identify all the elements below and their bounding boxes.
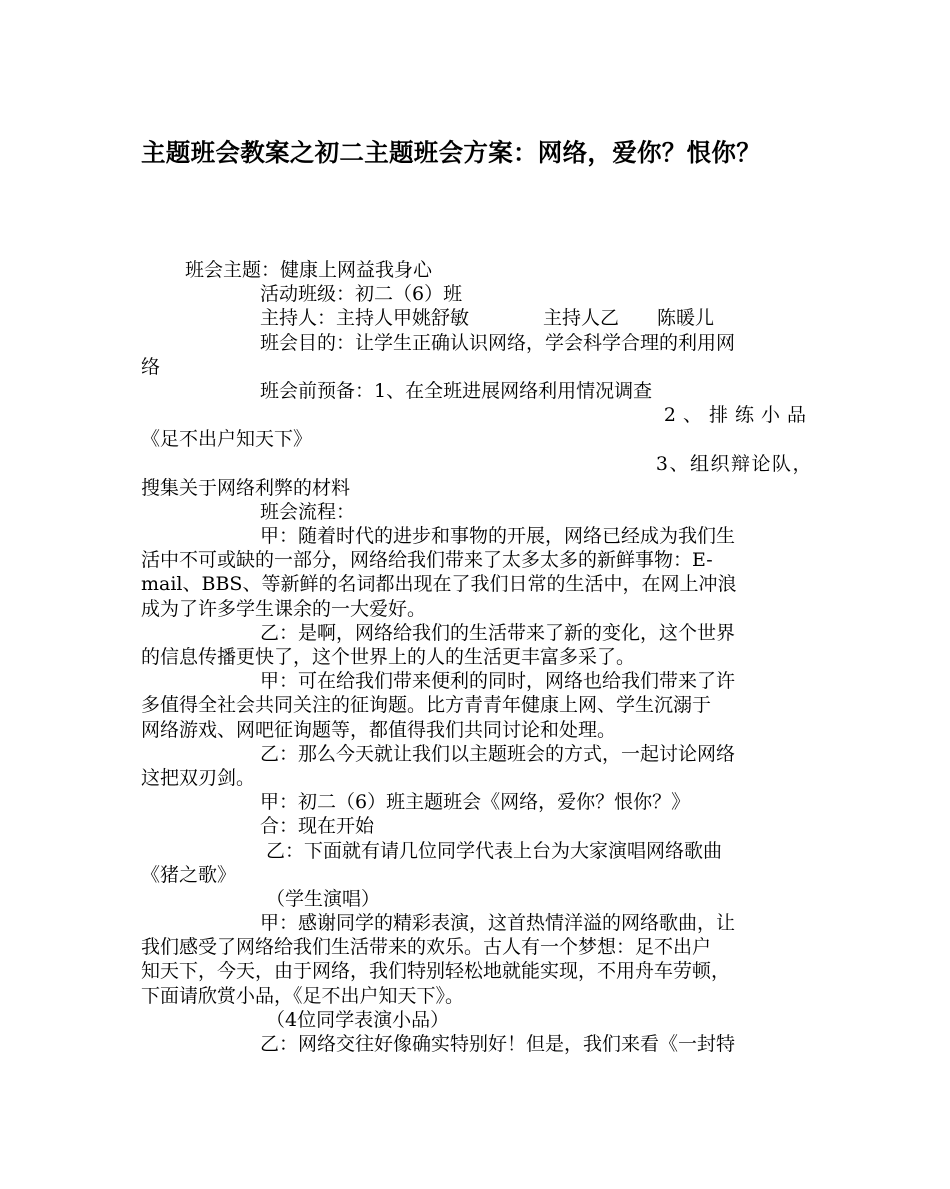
paragraph-line: 多值得全社会共同关注的征询题。比方青青年健康上网、学生沉溺于 bbox=[141, 694, 712, 717]
paragraph-line: mail、BBS、等新鲜的名词都出现在了我们日常的生活中，在网上冲浪 bbox=[141, 573, 737, 596]
paragraph-line bbox=[141, 306, 813, 330]
paragraph-line: 活中不可或缺的一部分，网络给我们带来了太多太多的新鲜事物：E- bbox=[141, 549, 713, 572]
host-b-text: 主持人乙 陈暖儿 bbox=[543, 307, 715, 330]
paragraph-line: 甲：感谢同学的精彩表演，这首热情洋溢的网络歌曲，让 bbox=[260, 912, 736, 935]
paragraph-line: 知天下，今天，由于网络，我们特别轻松地就能实现，不用舟车劳顿， bbox=[141, 960, 731, 983]
paragraph-line: （4位同学表演小品） bbox=[266, 1008, 450, 1031]
paragraph-line: （学生演唱） bbox=[266, 887, 381, 910]
paragraph-line: 乙：下面就有请几位同学代表上台为大家演唱网络歌曲 bbox=[266, 839, 723, 862]
paragraph-line: 活动班级：初二（6）班 bbox=[260, 283, 463, 306]
document-body bbox=[141, 258, 813, 1056]
document-title: 主题班会教案之初二主题班会方案：网络，爱你？恨你？ bbox=[141, 138, 761, 167]
paragraph-line: 网络游戏、网吧征询题等，都值得我们共同讨论和处理。 bbox=[141, 718, 617, 741]
paragraph-line: 搜集关于网络利弊的材料 bbox=[141, 476, 351, 499]
paragraph-line: 我们感受了网络给我们生活带来的欢乐。古人有一个梦想：足不出户 bbox=[141, 936, 712, 959]
paragraph-line: 班会目的：让学生正确认识网络，学会科学合理的利用网 bbox=[260, 331, 736, 354]
paragraph-line: 3、组织辩论队， bbox=[655, 452, 813, 475]
host-a-text: 主持人：主持人甲姚舒敏 bbox=[260, 307, 470, 330]
paragraph-line: 《足不出户知天下》 bbox=[141, 428, 313, 451]
paragraph-line: 2、排练小品 bbox=[663, 404, 813, 427]
paragraph-line: 甲：初二（6）班主题班会《网络，爱你？恨你？》 bbox=[260, 791, 691, 814]
paragraph-line: 班会前预备：1、在全班进展网络利用情况调查 bbox=[260, 379, 653, 402]
paragraph-line: 的信息传播更快了，这个世界上的人的生活更丰富多采了。 bbox=[141, 646, 636, 668]
paragraph-line: 乙：网络交往好像确实特别好！但是，我们来看《一封特 bbox=[260, 1033, 736, 1055]
paragraph-line: 《猪之歌》 bbox=[141, 863, 237, 886]
paragraph-line: 这把双刃剑。 bbox=[141, 766, 256, 789]
paragraph-line: 甲：可在给我们带来便利的同时，网络也给我们带来了许 bbox=[260, 670, 736, 693]
paragraph-line: 甲：随着时代的进步和事物的开展，网络已经成为我们生 bbox=[260, 525, 736, 548]
paragraph-line: 乙：那么今天就让我们以主题班会的方式，一起讨论网络 bbox=[260, 742, 736, 765]
paragraph-line: 成为了许多学生课余的一大爱好。 bbox=[141, 597, 427, 620]
paragraph-line: 下面请欣赏小品，《足不出户知天下》。 bbox=[141, 984, 465, 1007]
paragraph-line: 乙：是啊，网络给我们的生活带来了新的变化，这个世界 bbox=[260, 621, 736, 644]
paragraph-line: 班会主题：健康上网益我身心 bbox=[185, 259, 433, 281]
paragraph-line: 络 bbox=[141, 355, 161, 378]
paragraph-line: 班会流程： bbox=[260, 500, 356, 523]
paragraph-line: 合：现在开始 bbox=[260, 815, 375, 838]
